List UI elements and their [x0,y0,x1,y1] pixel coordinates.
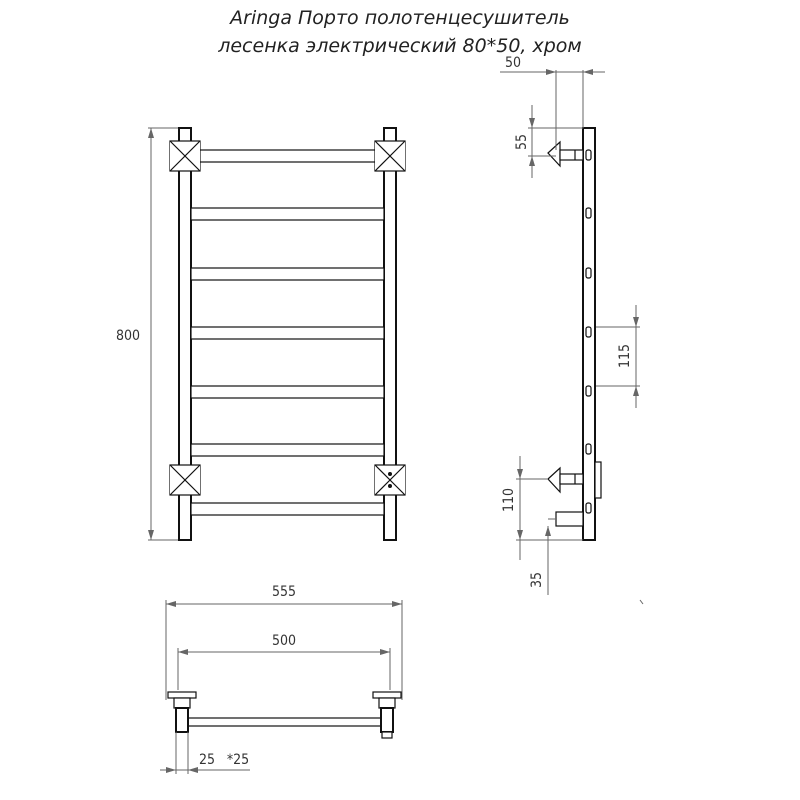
rung [191,327,384,339]
bottom-mount-label: 110 [501,487,517,513]
heater-connector-dot [388,472,392,476]
heater-box [595,462,601,498]
top-view-right-mount [373,692,401,738]
mount-top-left [170,141,200,171]
side-view [500,55,643,604]
wall-offset-label: 50 [504,55,522,71]
side-top-bracket [548,142,583,166]
rung [191,503,384,515]
rung [191,268,384,280]
tube-profile-label: *25 [226,752,250,768]
total-width-label: 555 [271,584,297,600]
inner-width-label: 500 [271,633,297,649]
title-line-1: Aringa Порто полотенцесушитель [230,7,570,29]
rung [191,150,384,162]
rung [191,444,384,456]
top-view [160,584,402,774]
rungs [191,150,384,515]
rung-spacing-label: 115 [617,343,633,369]
heater-plug [556,512,583,526]
rung [191,386,384,398]
top-view-rung [186,718,382,726]
rung [191,208,384,220]
tube-size-label: 25 [198,752,216,768]
front-view [116,128,405,540]
mount-bottom-left [170,465,200,495]
mount-top-right [375,141,405,171]
top-mount-label: 55 [514,133,530,151]
heater-connector-dot [388,484,392,488]
title-line-2: лесенка электрический 80*50, хром [218,35,582,57]
bottom-gap-label: 35 [529,571,545,589]
height-dimension-label: 800 [115,328,141,344]
mount-bottom-right [375,465,405,495]
